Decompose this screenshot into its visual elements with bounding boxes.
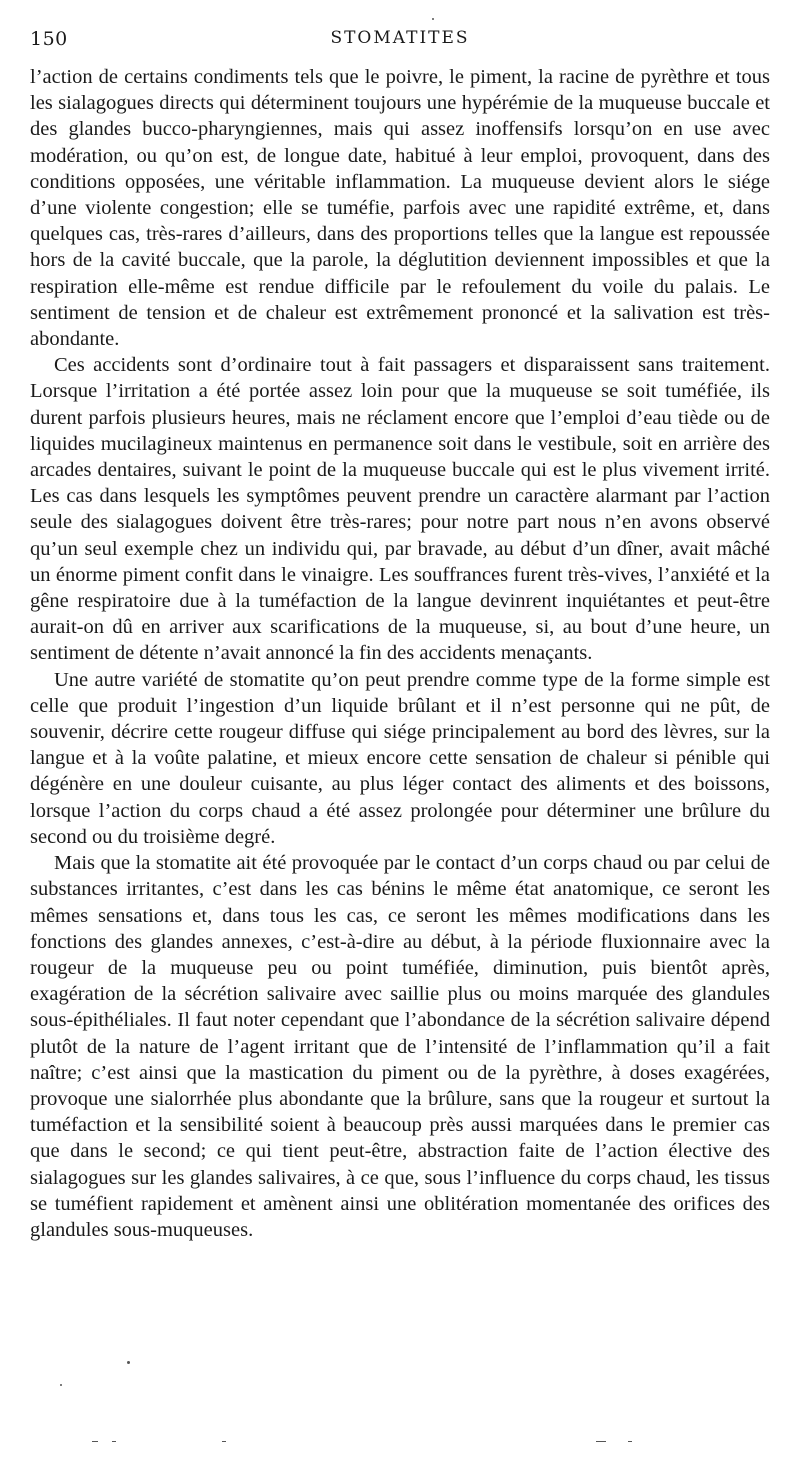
paragraph: Ces accidents sont d’ordinaire tout à fait passagers et disparaissent sans traitement. Lorsque l’irritation a été portée assez loin pour que la muqueuse se soit tuméfiée, ils durent parfois plusieurs heures, mais ne réclament encore que l’emploi d’eau tiède ou de liquides mucilagineux maintenus en permanence soit dans le vestibule, soit en arrière des arcades dentaires, suivant le point de la muqueuse buccale qui est le plus vivement irrité. Les cas dans lesquels les symptômes peuvent prendre un caractère alarmant par l’action seule des sialagogues doivent être très-rares; pour notre part nous n’en avons observé qu’un seul exemple chez un individu qui, par bravade, au début d’un dîner, avait mâché un énorme piment confit dans le vinaigre. Les souffrances furent très-vives, l’anxiété et la gêne respiratoire due à la tuméfaction de la langue devinrent inquiétantes et peut-être aurait-on dû en arriver aux scarifications de la muqueuse, si, au bout d’une heure, un sentiment de détente n’avait annoncé la fin des accidents menaçants. <box>30 354 770 665</box>
print-speck <box>112 1441 116 1442</box>
print-speck <box>596 1441 606 1442</box>
page-header <box>30 28 770 58</box>
print-speck <box>628 1441 632 1442</box>
page-number: 150 <box>30 28 68 50</box>
print-speck <box>432 18 434 20</box>
running-title: STOMATITES <box>330 28 470 48</box>
print-speck <box>127 1361 130 1364</box>
print-speck <box>60 1384 62 1386</box>
body-text <box>30 64 770 1243</box>
print-speck <box>92 1441 98 1442</box>
paragraph: Mais que la stomatite ait été provoquée par le contact d’un corps chaud ou par celui de substances irritantes, c’est dans les cas bénins le même état anatomique, ce seront les mêmes sensations et, dans tous les cas, ce seront les mêmes modifications dans les fonctions des glandes annexes, c’est-à-dire au début, à la période fluxionnaire avec la rougeur de la muqueuse peu ou point tuméfiée, diminution, puis bientôt après, exagération de la sécrétion salivaire avec saillie plus ou moins marquée des glandules sous-épithéliales. Il faut noter cependant que l’abondance de la sécrétion salivaire dépend plutôt de la nature de l’agent irritant que de l’intensité de l’inflammation qu’il a fait naître; c’est ainsi que la mastication du piment ou de la pyrèthre, à doses exagérées, provoque une sialorrhée plus abondante que la brûlure, sans que la rougeur et surtout la tuméfaction et la sensibilité soient à beaucoup près aussi marquées dans le premier cas que dans le second; ce qui tient peut-être, abstraction faite de l’action élective des sialagogues sur les glandes salivaires, à ce que, sous l’influence du corps chaud, les tissus se tuméfient rapidement et amènent ainsi une oblitération momentanée des orifices des glandules sous-muqueuses. <box>30 852 770 1241</box>
paragraph: Une autre variété de stomatite qu’on peut prendre comme type de la forme simple est celle que produit l’ingestion d’un liquide brûlant et il n’est personne qui ne pût, de souvenir, décrire cette rougeur diffuse qui siége principalement au bord des lèvres, sur la langue et à la voûte palatine, et mieux encore cette sensation de chaleur si pénible qui dégénère en une douleur cuisante, au plus léger contact des aliments et des boissons, lorsque l’action du corps chaud a été assez prolongée pour déterminer une brûlure du second ou du troisième degré. <box>30 668 770 848</box>
print-speck <box>222 1441 226 1442</box>
paragraph: l’action de certains condiments tels que le poivre, le piment, la racine de pyrèthre et tous les sialagogues directs qui déterminent toujours une hypérémie de la muqueuse buccale et des glandes bucco-pharyngiennes, mais qui assez inoffensifs lorsqu’on en use avec modération, ou qu’on est, de longue date, habitué à leur emploi, provoquent, dans des conditions opposées, une véritable inflammation. La muqueuse devient alors le siége d’une violente congestion; elle se tuméfie, parfois avec une rapidité extrême, et, dans quelques cas, très-rares d’ailleurs, dans des proportions telles que la langue est repoussée hors de la cavité buccale, que la parole, la déglutition deviennent impossibles et que la respiration elle-même est rendue difficile par le refoulement du voile du palais. Le sentiment de tension et de chaleur est extrêmement prononcé et la salivation est très-abondante. <box>30 66 770 351</box>
